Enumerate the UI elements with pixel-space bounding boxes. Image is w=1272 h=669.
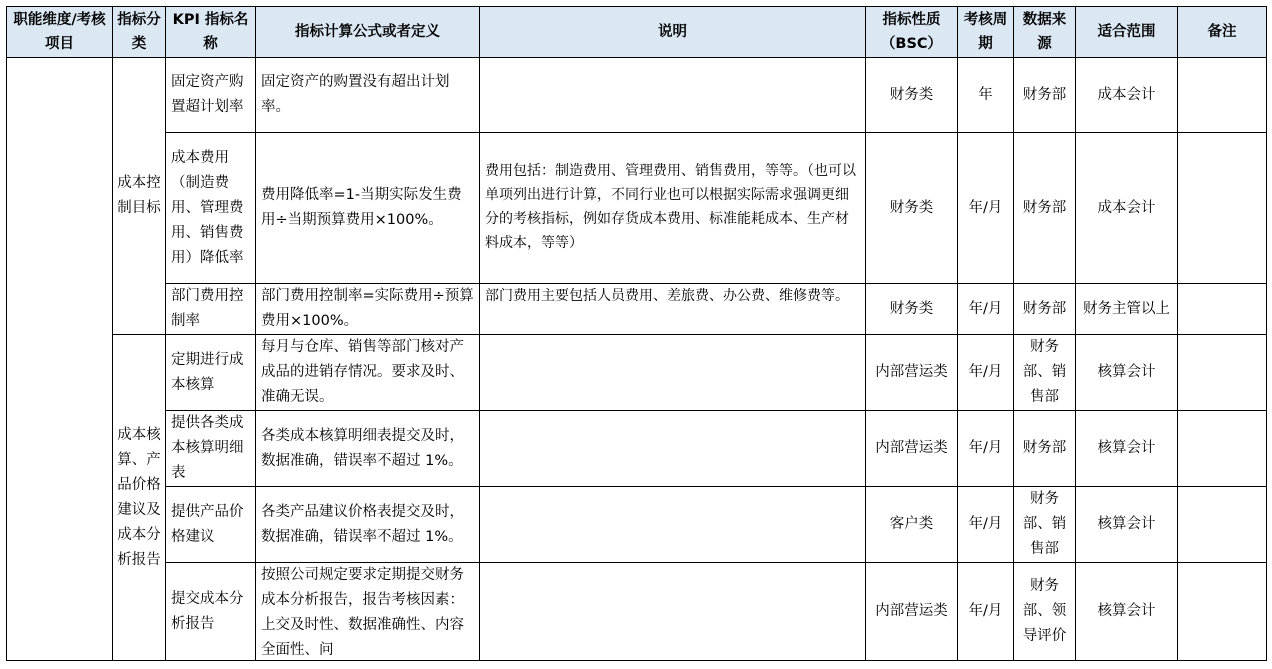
- header-nature: 指标性质（BSC）: [866, 7, 958, 58]
- note-cell: [1178, 335, 1267, 411]
- scope-cell: 成本会计: [1076, 133, 1178, 284]
- description-cell: [480, 411, 866, 487]
- formula-cell: 各类产品建议价格表提交及时，数据准确，错误率不超过 1%。: [256, 487, 480, 563]
- table-row: [7, 411, 1267, 487]
- source-cell: 财务部: [1014, 411, 1076, 487]
- scope-cell: 财务主管以上: [1076, 284, 1178, 335]
- period-cell: 年: [958, 58, 1014, 133]
- formula-text: 按照公司规定要求定期提交财务成本分析报告，报告考核因素：上交及时性、数据准确性、内容全面性、问: [261, 567, 464, 658]
- note-cell: [1178, 284, 1267, 335]
- kpi-name-cell: 固定资产购置超计划率: [166, 58, 256, 133]
- description-cell: 部门费用主要包括人员费用、差旅费、办公费、维修费等。: [480, 284, 866, 335]
- description-cell: 费用包括：制造费用、管理费用、销售费用，等等。（也可以单项列出进行计算，不同行业也可以根据实际需求强调更细分的考核指标，例如存货成本费用、标准能耗成本、生产材料成本，等等）: [480, 133, 866, 284]
- category-cell: 成本控制目标: [113, 58, 166, 335]
- table-row: [7, 563, 1267, 661]
- period-cell: 年/月: [958, 563, 1014, 661]
- table-row: [7, 133, 1267, 284]
- description-cell: [480, 335, 866, 411]
- table-row: [7, 58, 1267, 133]
- nature-cell: 财务类: [866, 284, 958, 335]
- note-cell: [1178, 58, 1267, 133]
- source-cell: 财务部: [1014, 133, 1076, 284]
- period-cell: 年/月: [958, 335, 1014, 411]
- header-note: 备注: [1178, 7, 1267, 58]
- kpi-name-cell: 定期进行成本核算: [166, 335, 256, 411]
- source-cell: 财务部: [1014, 58, 1076, 133]
- scope-cell: 核算会计: [1076, 563, 1178, 661]
- header-period: 考核周期: [958, 7, 1014, 58]
- header-kpi-name: KPI 指标名称: [166, 7, 256, 58]
- header-dimension: 职能维度/考核项目: [7, 7, 113, 58]
- nature-cell: 客户类: [866, 487, 958, 563]
- scope-cell: 核算会计: [1076, 411, 1178, 487]
- period-cell: 年/月: [958, 133, 1014, 284]
- scope-cell: 核算会计: [1076, 487, 1178, 563]
- formula-cell: [256, 563, 480, 661]
- table-row: [7, 284, 1267, 335]
- scope-cell: 成本会计: [1076, 58, 1178, 133]
- nature-cell: 财务类: [866, 133, 958, 284]
- note-cell: [1178, 563, 1267, 661]
- note-cell: [1178, 487, 1267, 563]
- table-row: [7, 335, 1267, 411]
- kpi-name-cell: 提交成本分析报告: [166, 563, 256, 661]
- kpi-name-cell: 成本费用（制造费用、管理费用、销售费用）降低率: [166, 133, 256, 284]
- kpi-table: [6, 6, 1267, 661]
- header-category: 指标分类: [113, 7, 166, 58]
- kpi-name-cell: 提供产品价格建议: [166, 487, 256, 563]
- formula-cell: 费用降低率=1-当期实际发生费用÷当期预算费用×100%。: [256, 133, 480, 284]
- period-cell: 年/月: [958, 411, 1014, 487]
- description-cell: [480, 58, 866, 133]
- kpi-name-cell: 部门费用控制率: [166, 284, 256, 335]
- note-cell: [1178, 411, 1267, 487]
- category-cell: 成本核算、产品价格建议及成本分析报告: [113, 335, 166, 661]
- header-formula: 指标计算公式或者定义: [256, 7, 480, 58]
- note-cell: [1178, 133, 1267, 284]
- source-cell: 财务部、销售部: [1014, 335, 1076, 411]
- formula-cell: 固定资产的购置没有超出计划率。: [256, 58, 480, 133]
- header-source: 数据来源: [1014, 7, 1076, 58]
- nature-cell: 内部营运类: [866, 335, 958, 411]
- formula-cell: 部门费用控制率=实际费用÷预算费用×100%。: [256, 284, 480, 335]
- period-cell: 年/月: [958, 284, 1014, 335]
- period-cell: 年/月: [958, 487, 1014, 563]
- dimension-cell: [7, 58, 113, 661]
- formula-cell: 每月与仓库、销售等部门核对产成品的进销存情况。要求及时、准确无误。: [256, 335, 480, 411]
- kpi-name-cell: 提供各类成本核算明细表: [166, 411, 256, 487]
- scope-cell: 核算会计: [1076, 335, 1178, 411]
- description-cell: [480, 563, 866, 661]
- formula-cell: 各类成本核算明细表提交及时，数据准确，错误率不超过 1%。: [256, 411, 480, 487]
- nature-cell: 内部营运类: [866, 563, 958, 661]
- table-row: [7, 487, 1267, 563]
- header-description: 说明: [480, 7, 866, 58]
- source-cell: 财务部、销售部: [1014, 487, 1076, 563]
- header-row: [7, 7, 1267, 58]
- description-cell: [480, 487, 866, 563]
- source-cell: 财务部: [1014, 284, 1076, 335]
- source-cell: 财务部、领导评价: [1014, 563, 1076, 661]
- header-scope: 适合范围: [1076, 7, 1178, 58]
- nature-cell: 财务类: [866, 58, 958, 133]
- nature-cell: 内部营运类: [866, 411, 958, 487]
